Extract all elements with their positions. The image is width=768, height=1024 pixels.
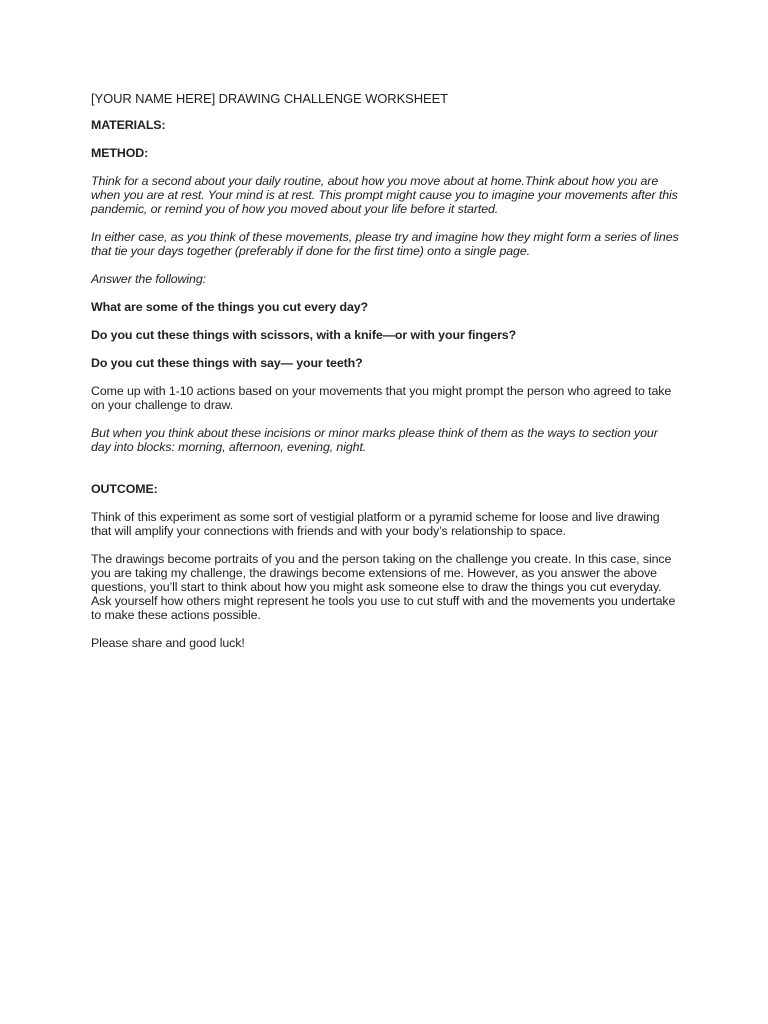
incisions-paragraph: But when you think about these incisions or minor marks please think of them as the ways to section your day into blocks: morning, afternoon, evening, night. [91, 426, 658, 454]
method-paragraph-movements: In either case, as you think of these movements, please try and imagine how they might form a series of lines that tie your days together (preferably if done for the first time) onto a single page. [91, 230, 679, 258]
question-scissors-knife: Do you cut these things with scissors, with a knife—or with your fingers? [91, 328, 517, 342]
outcome-paragraph-portraits: The drawings become portraits of you and the person taking on the challenge you create. In this case, since you are taking my challenge, the drawings become extensions of me. However, as you answer the above questions, you’ll start to think about how you might ask someone else to draw the things you cut everyday. Ask yourself how others might represent he tools you use to cut stuff with and the movements you undertake to make these actions possible. [91, 552, 676, 622]
actions-paragraph: Come up with 1-10 actions based on your movements that you might prompt the person who agreed to take on your challenge to draw. [91, 384, 672, 412]
method-paragraph-routine: Think for a second about your daily routine, about how you move about at home.Think about how you are when you are at rest. Your mind is at rest. This prompt might cause you to imagine your movements after this pandemic, or remind you of how you moved about your life before it started. [91, 174, 678, 216]
materials-heading: MATERIALS: [91, 118, 166, 132]
question-teeth: Do you cut these things with say— your teeth? [91, 356, 363, 370]
method-heading: METHOD: [91, 146, 149, 160]
outcome-paragraph-share: Please share and good luck! [91, 636, 245, 650]
method-paragraph-answer: Answer the following: [91, 272, 206, 286]
outcome-heading: OUTCOME: [91, 482, 158, 496]
outcome-paragraph-experiment: Think of this experiment as some sort of vestigial platform or a pyramid scheme for loose and live drawing that will amplify your connections with friends and with your body’s relationship to space. [91, 510, 660, 538]
question-cut-every-day: What are some of the things you cut every day? [91, 300, 369, 314]
document-title: [YOUR NAME HERE] DRAWING CHALLENGE WORKSHEET [91, 91, 448, 106]
